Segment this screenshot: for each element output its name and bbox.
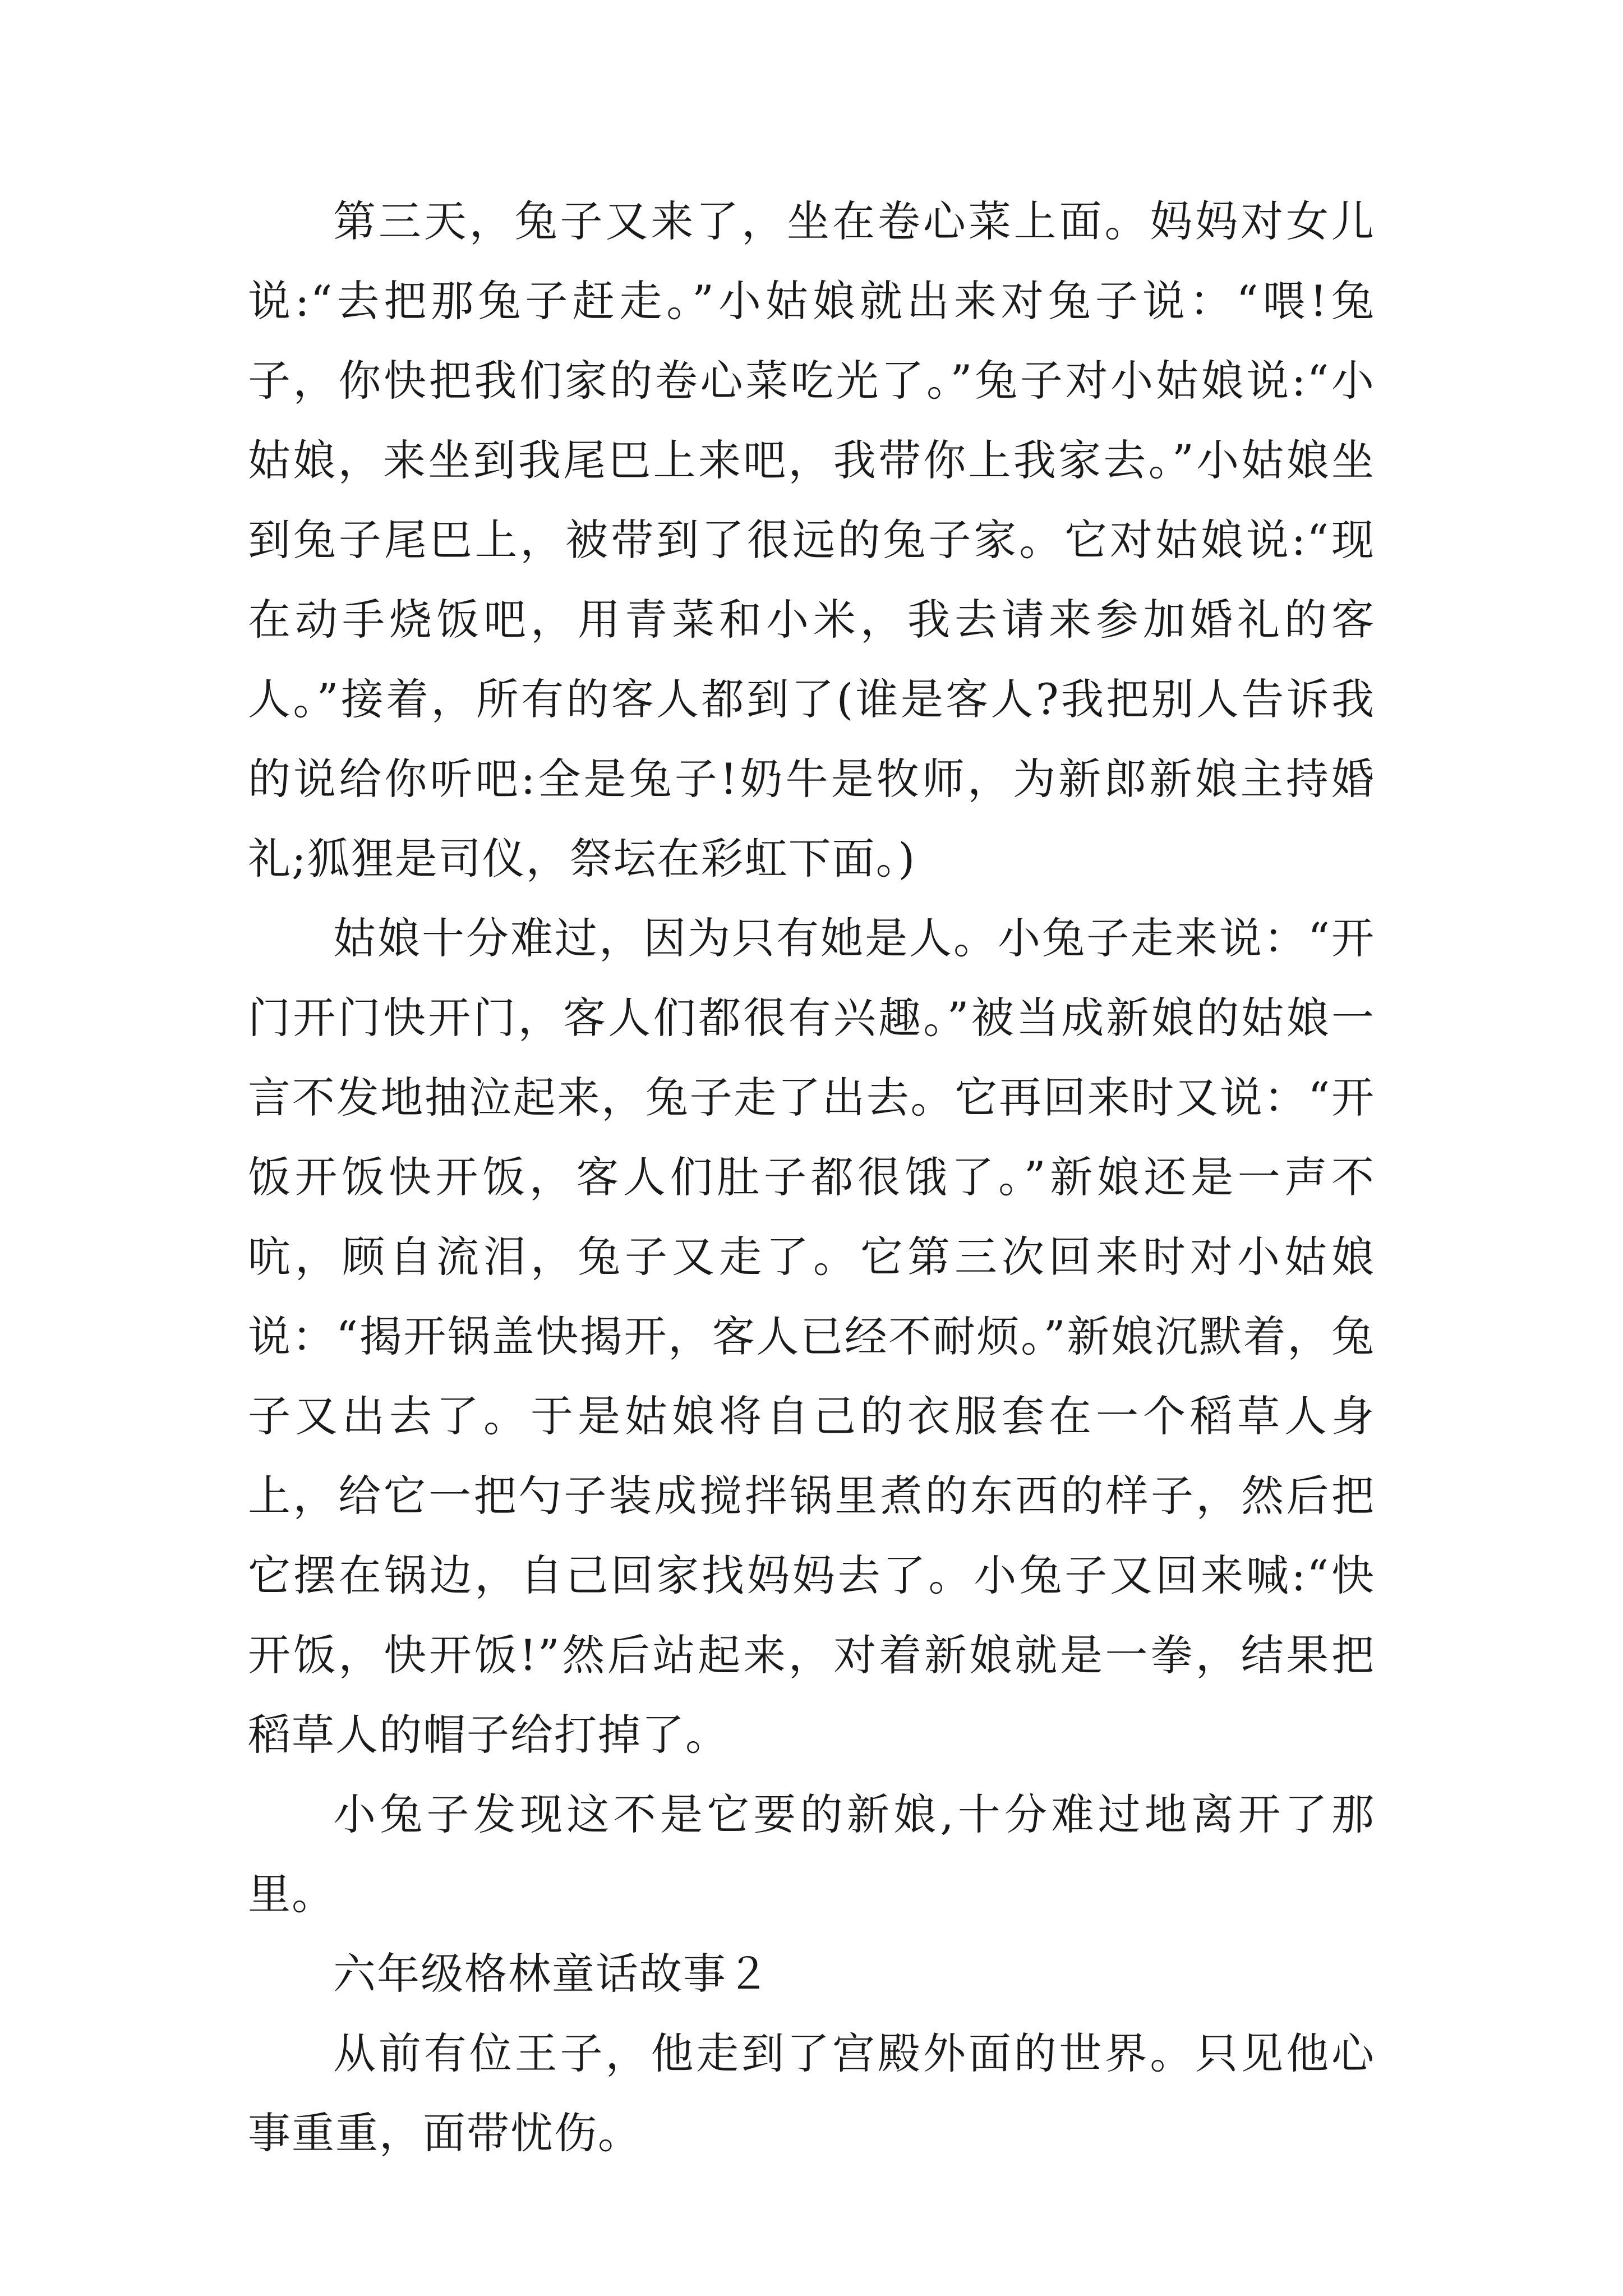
paragraph-prince-intro: 从前有位王子，他走到了宫殿外面的世界。只见他心事重重，面带忧伤。 <box>248 2028 1375 2158</box>
paragraph-girl-escapes: 姑娘十分难过，因为只有她是人。小兔子走来说：“开门开门快开门，客人们都很有兴趣。”被当成新娘的姑娘一言不发地抽泣起来，兔子走了出去。它再回来时又说：“开饭开饭快开饭，客人们肚子都很饿了。”新娘还是一声不吭，顾自流泪，兔子又走了。它第三次回来时对小姑娘说：“揭开锅盖快揭开，客人已经不耐烦。”新娘沉默着，兔子又出去了。于是姑娘将自己的衣服套在一个稻草人身上，给它一把勺子装成搅拌锅里煮的东西的样子，然后把它摆在锅边，自己回家找妈妈去了。小兔子又回来喊:“快开饭，快开饭!”然后站起来，对着新娘就是一拳，结果把稻草人的帽子给打掉了。 <box>248 913 1375 1760</box>
paragraph-rabbit-wedding: 第三天，兔子又来了，坐在卷心菜上面。妈妈对女儿说:“去把那兔子赶走。”小姑娘就出来对兔子说：“喂!兔子，你快把我们家的卷心菜吃光了。”兔子对小姑娘说:“小姑娘，来坐到我尾巴上来吧，我带你上我家去。”小姑娘坐到兔子尾巴上，被带到了很远的兔子家。它对姑娘说:“现在动手烧饭吧，用青菜和小米，我去请来参加婚礼的客人。”接着，所有的客人都到了(谁是客人?我把别人告诉我的说给你听吧:全是兔子!奶牛是牧师，为新郎新娘主持婚礼;狐狸是司仪，祭坛在彩虹下面。) <box>248 196 1375 884</box>
document-body <box>248 182 1375 2173</box>
paragraph-rabbit-leaves: 小兔子发现这不是它要的新娘,十分难过地离开了那里。 <box>248 1789 1375 1919</box>
story-heading: 六年级格林童话故事２ <box>333 1949 771 1999</box>
